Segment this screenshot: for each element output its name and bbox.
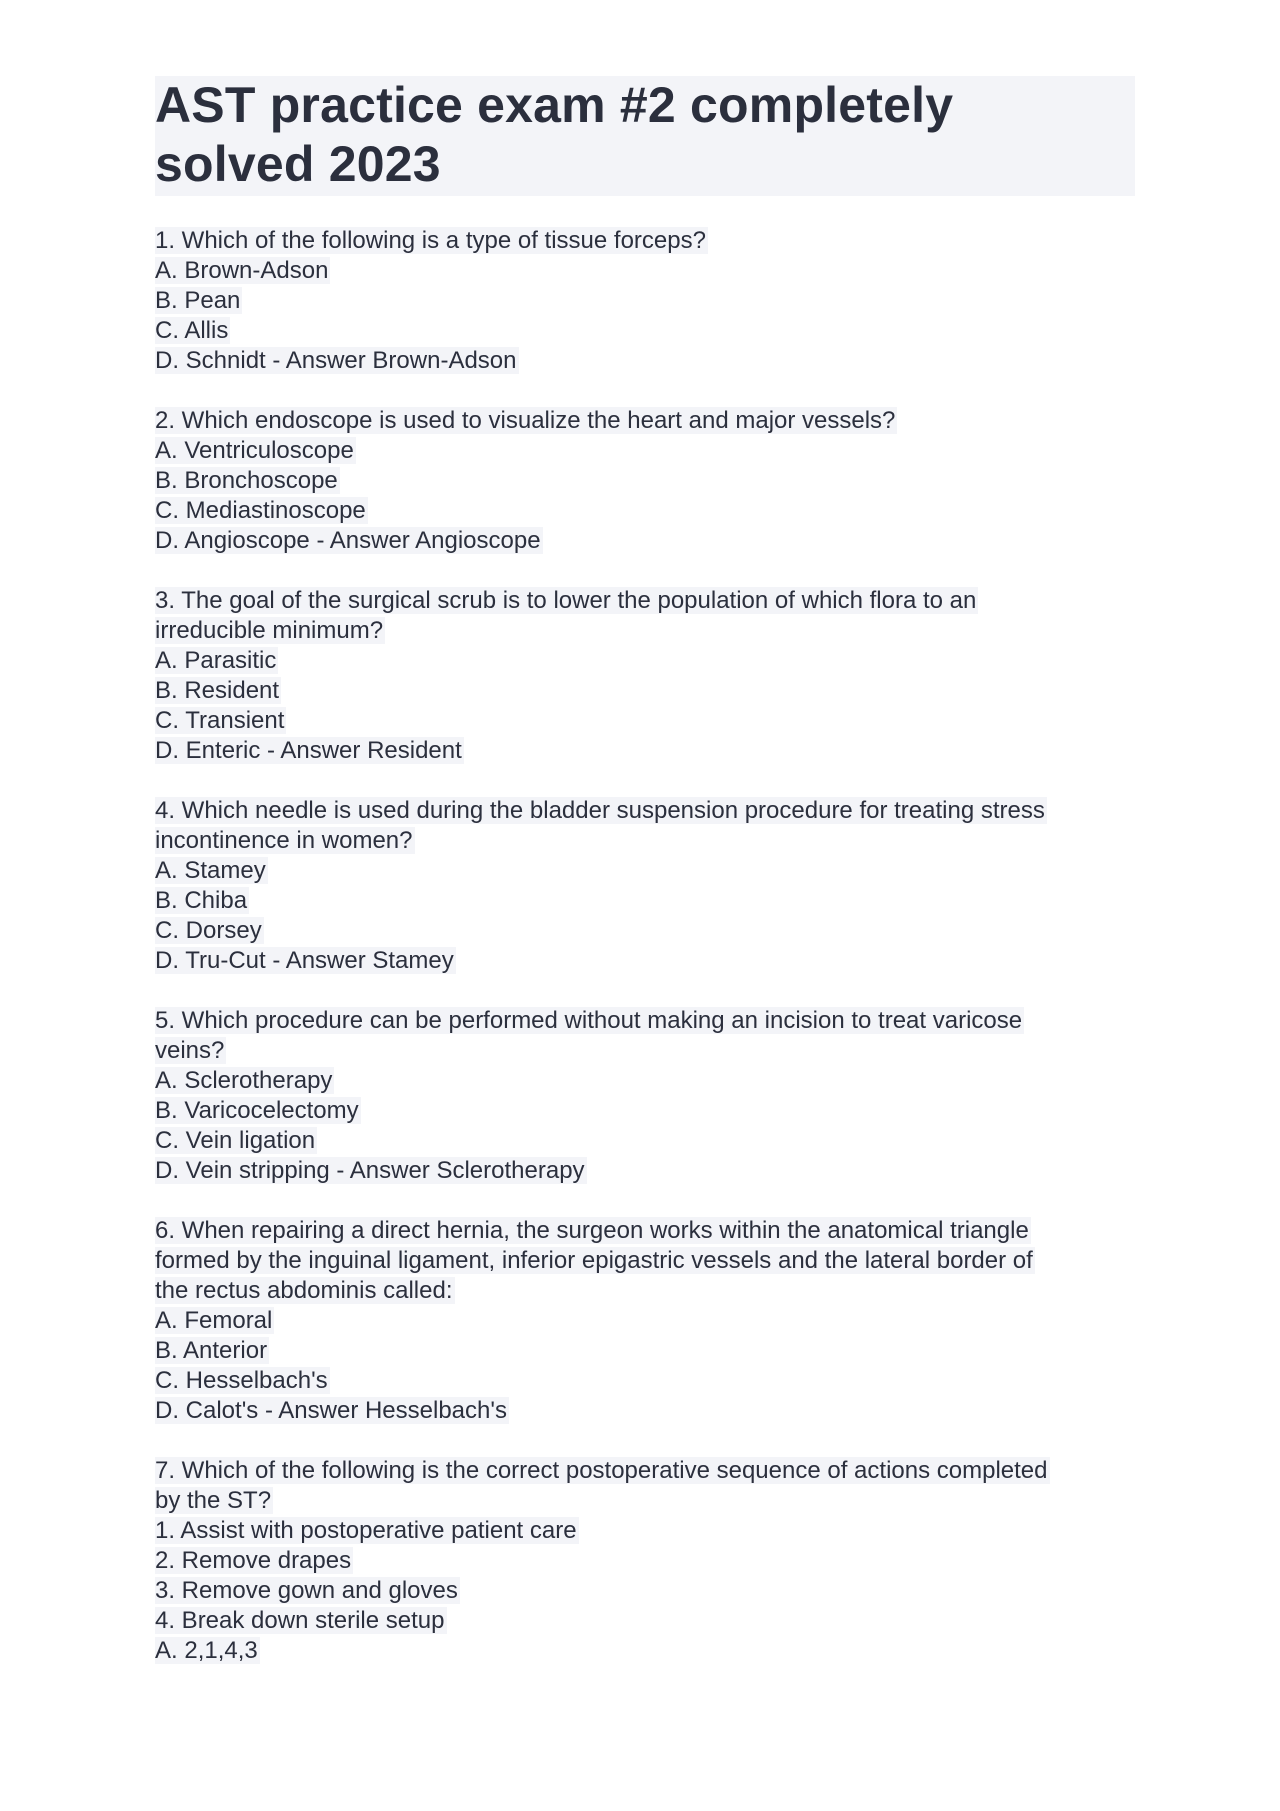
- answer-line: D. Angioscope - Answer Angioscope: [155, 527, 541, 554]
- title-line: AST practice exam #2 completely: [155, 77, 954, 133]
- title-block: [155, 76, 1135, 196]
- option-line: C. Allis: [155, 317, 229, 344]
- option-line: A. Femoral: [155, 1307, 273, 1334]
- question-line: by the ST?: [155, 1487, 272, 1514]
- sequence-step-line: 2. Remove drapes: [155, 1547, 352, 1574]
- option-line: C. Hesselbach's: [155, 1367, 328, 1394]
- answer-line: D. Tru-Cut - Answer Stamey: [155, 947, 454, 974]
- question-line: irreducible minimum?: [155, 617, 384, 644]
- option-line: C. Dorsey: [155, 917, 262, 944]
- option-line: A. Brown-Adson: [155, 257, 329, 284]
- question-line: veins?: [155, 1037, 225, 1064]
- answer-line: D. Enteric - Answer Resident: [155, 737, 462, 764]
- option-line: B. Anterior: [155, 1337, 268, 1364]
- option-line: B. Chiba: [155, 887, 248, 914]
- sequence-step-line: 3. Remove gown and gloves: [155, 1577, 458, 1604]
- page-title: [155, 76, 1135, 194]
- sequence-step-line: 1. Assist with postoperative patient care: [155, 1517, 577, 1544]
- question-line: 3. The goal of the surgical scrub is to lower the population of which flora to an: [155, 587, 977, 614]
- question-line: 6. When repairing a direct hernia, the surgeon works within the anatomical triangle: [155, 1217, 1029, 1244]
- option-line: A. Ventriculoscope: [155, 437, 354, 464]
- option-line: A. 2,1,4,3: [155, 1637, 258, 1664]
- question-2: [155, 406, 1135, 556]
- option-line: A. Sclerotherapy: [155, 1067, 333, 1094]
- sequence-step-line: 4. Break down sterile setup: [155, 1607, 445, 1634]
- question-line: 2. Which endoscope is used to visualize the heart and major vessels?: [155, 407, 896, 434]
- answer-line: D. Vein stripping - Answer Sclerotherapy: [155, 1157, 585, 1184]
- option-line: C. Vein ligation: [155, 1127, 316, 1154]
- option-line: B. Varicocelectomy: [155, 1097, 359, 1124]
- question-line: 7. Which of the following is the correct postoperative sequence of actions completed: [155, 1457, 1048, 1484]
- document-page: [155, 76, 1135, 1696]
- question-4: [155, 796, 1135, 976]
- question-line: 5. Which procedure can be performed without making an incision to treat varicose: [155, 1007, 1023, 1034]
- question-1: [155, 226, 1135, 376]
- option-line: B. Pean: [155, 287, 241, 314]
- answer-line: D. Calot's - Answer Hesselbach's: [155, 1397, 507, 1424]
- answer-line: D. Schnidt - Answer Brown-Adson: [155, 347, 517, 374]
- option-line: A. Parasitic: [155, 647, 277, 674]
- question-5: [155, 1006, 1135, 1186]
- question-line: 1. Which of the following is a type of tissue forceps?: [155, 227, 706, 254]
- question-7: [155, 1456, 1135, 1666]
- option-line: C. Transient: [155, 707, 285, 734]
- question-3: [155, 586, 1135, 766]
- question-line: incontinence in women?: [155, 827, 413, 854]
- question-line: formed by the inguinal ligament, inferior epigastric vessels and the lateral border of: [155, 1247, 1033, 1274]
- question-line: 4. Which needle is used during the bladder suspension procedure for treating stress: [155, 797, 1045, 824]
- option-line: C. Mediastinoscope: [155, 497, 366, 524]
- title-line: solved 2023: [155, 136, 441, 192]
- option-line: B. Bronchoscope: [155, 467, 338, 494]
- question-line: the rectus abdominis called:: [155, 1277, 453, 1304]
- question-list: [155, 226, 1135, 1666]
- question-6: [155, 1216, 1135, 1426]
- option-line: B. Resident: [155, 677, 280, 704]
- option-line: A. Stamey: [155, 857, 266, 884]
